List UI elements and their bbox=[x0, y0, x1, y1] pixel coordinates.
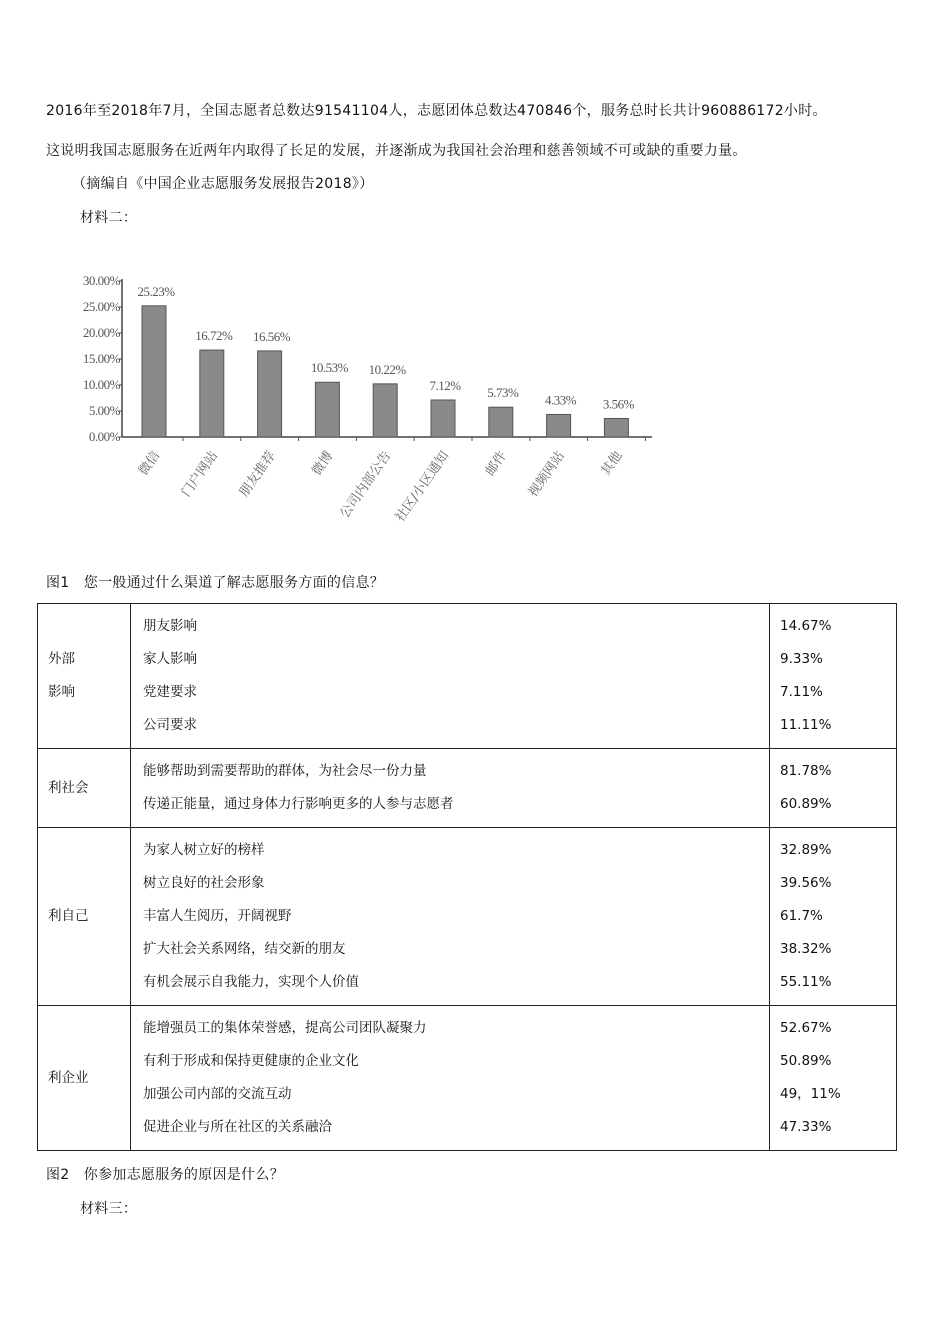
bar-value-label: 10.22% bbox=[368, 361, 406, 377]
reason-label: 传递正能量，通过身体力行影响更多的人参与志愿者 bbox=[143, 796, 454, 812]
items-cell bbox=[131, 749, 770, 828]
reason-label: 促进企业与所在社区的关系融洽 bbox=[143, 1119, 332, 1135]
bar-value-label: 4.33% bbox=[545, 392, 577, 408]
x-category-label: 朋友推荐 bbox=[236, 448, 279, 500]
table-group-row bbox=[38, 749, 897, 828]
reason-label: 有机会展示自我能力，实现个人价值 bbox=[143, 974, 359, 990]
reason-label: 为家人树立好的榜样 bbox=[143, 842, 265, 858]
bar-value-label: 25.23% bbox=[137, 283, 175, 299]
reason-value: 39.56% bbox=[780, 875, 832, 891]
reason-label: 党建要求 bbox=[143, 684, 197, 700]
bar-value-label: 16.56% bbox=[253, 328, 291, 344]
y-tick-label: 10.00% bbox=[82, 377, 120, 392]
category-cell bbox=[38, 604, 131, 749]
paragraph-2: 这说明我国志愿服务在近两年内取得了长足的发展，并逐渐成为我国社会治理和慈善领域不可或缺的重要力量。 bbox=[46, 143, 747, 159]
reason-label: 家人影响 bbox=[143, 651, 197, 667]
bar-value-label: 16.72% bbox=[195, 328, 233, 344]
reason-label: 能够帮助到需要帮助的群体，为社会尽一份力量 bbox=[143, 763, 427, 779]
reason-value: 9.33% bbox=[780, 651, 823, 667]
bar-value-label: 7.12% bbox=[429, 377, 461, 393]
values-cell bbox=[770, 1006, 897, 1151]
category-cell bbox=[38, 1006, 131, 1151]
reason-value: 11.11% bbox=[780, 717, 832, 733]
reason-label: 丰富人生阅历，开阔视野 bbox=[143, 908, 292, 924]
bar bbox=[604, 418, 628, 437]
items-cell bbox=[131, 1006, 770, 1151]
category-label: 利自己 bbox=[48, 908, 89, 924]
bar-value-label: 10.53% bbox=[310, 360, 348, 376]
bar bbox=[142, 306, 166, 437]
reason-value: 52.67% bbox=[780, 1020, 832, 1036]
reason-label: 加强公司内部的交流互动 bbox=[143, 1086, 292, 1102]
figure-2-caption: 图2 你参加志愿服务的原因是什么？ bbox=[46, 1167, 285, 1183]
y-tick-label: 0.00% bbox=[88, 429, 120, 444]
reason-value: 7.11% bbox=[780, 684, 823, 700]
reason-label: 有利于形成和保持更健康的企业文化 bbox=[143, 1053, 359, 1069]
values-cell bbox=[770, 749, 897, 828]
reason-label: 扩大社会关系网络，结交新的朋友 bbox=[143, 941, 346, 957]
y-tick-label: 15.00% bbox=[82, 351, 120, 366]
x-category-label: 门户网站 bbox=[178, 448, 222, 500]
reason-label: 树立良好的社会形象 bbox=[143, 875, 265, 891]
values-cell bbox=[770, 604, 897, 749]
reason-value: 55.11% bbox=[780, 974, 832, 990]
items-cell bbox=[131, 828, 770, 1006]
paragraph-1: 2016年至2018年7月，全国志愿者总数达91541104人，志愿团体总数达470846个，服务总时长共计960886172小时。 bbox=[46, 103, 827, 119]
bar bbox=[315, 382, 339, 437]
reason-value: 38.32% bbox=[780, 941, 832, 957]
bar bbox=[489, 407, 513, 437]
bar bbox=[547, 414, 571, 437]
reason-value: 81.78% bbox=[780, 763, 832, 779]
material-2-heading: 材料二： bbox=[80, 210, 138, 226]
bar bbox=[258, 351, 282, 437]
reason-value: 60.89% bbox=[780, 796, 832, 812]
y-tick-label: 20.00% bbox=[82, 325, 120, 340]
x-category-label: 视频网站 bbox=[525, 448, 568, 500]
x-category-label: 社区/小区通知 bbox=[392, 448, 453, 525]
category-label: 外部 bbox=[48, 651, 75, 667]
reason-value: 49，11% bbox=[780, 1086, 841, 1102]
reason-label: 能增强员工的集体荣誉感，提高公司团队凝聚力 bbox=[143, 1020, 427, 1036]
category-label: 影响 bbox=[48, 684, 75, 700]
reason-value: 32.89% bbox=[780, 842, 832, 858]
bar bbox=[200, 350, 224, 437]
category-cell bbox=[38, 828, 131, 1006]
category-label: 利企业 bbox=[48, 1069, 89, 1086]
bar bbox=[431, 400, 455, 437]
y-tick-label: 30.00% bbox=[82, 273, 120, 288]
x-category-label: 其他 bbox=[598, 448, 626, 479]
x-category-label: 邮件 bbox=[482, 448, 511, 479]
table-group-row bbox=[38, 828, 897, 1006]
table-group-row bbox=[38, 1006, 897, 1151]
reason-value: 50.89% bbox=[780, 1053, 832, 1069]
x-category-label: 公司内部公告 bbox=[337, 448, 395, 522]
reasons-table bbox=[37, 603, 897, 1151]
values-cell bbox=[770, 828, 897, 1006]
reason-label: 公司要求 bbox=[143, 717, 197, 733]
material-3-heading: 材料三： bbox=[80, 1201, 138, 1217]
reason-value: 61.7% bbox=[780, 908, 823, 924]
category-label: 利社会 bbox=[48, 779, 89, 796]
bar bbox=[373, 384, 397, 437]
reason-value: 47.33% bbox=[780, 1119, 832, 1135]
source-citation: （摘编自《中国企业志愿服务发展报告2018》） bbox=[72, 176, 374, 192]
x-category-label: 微信 bbox=[136, 448, 164, 479]
items-cell bbox=[131, 604, 770, 749]
figure-1-caption: 图1 您一般通过什么渠道了解志愿服务方面的信息？ bbox=[46, 575, 385, 591]
reason-value: 14.67% bbox=[780, 618, 832, 634]
table-group-row bbox=[38, 604, 897, 749]
y-tick-label: 25.00% bbox=[82, 299, 120, 314]
reason-label: 朋友影响 bbox=[143, 618, 197, 634]
y-tick-label: 5.00% bbox=[88, 403, 120, 418]
x-category-label: 微博 bbox=[309, 448, 337, 479]
bar-value-label: 3.56% bbox=[602, 396, 634, 412]
bar-chart bbox=[40, 262, 680, 562]
bar-value-label: 5.73% bbox=[487, 385, 519, 401]
category-cell bbox=[38, 749, 131, 828]
